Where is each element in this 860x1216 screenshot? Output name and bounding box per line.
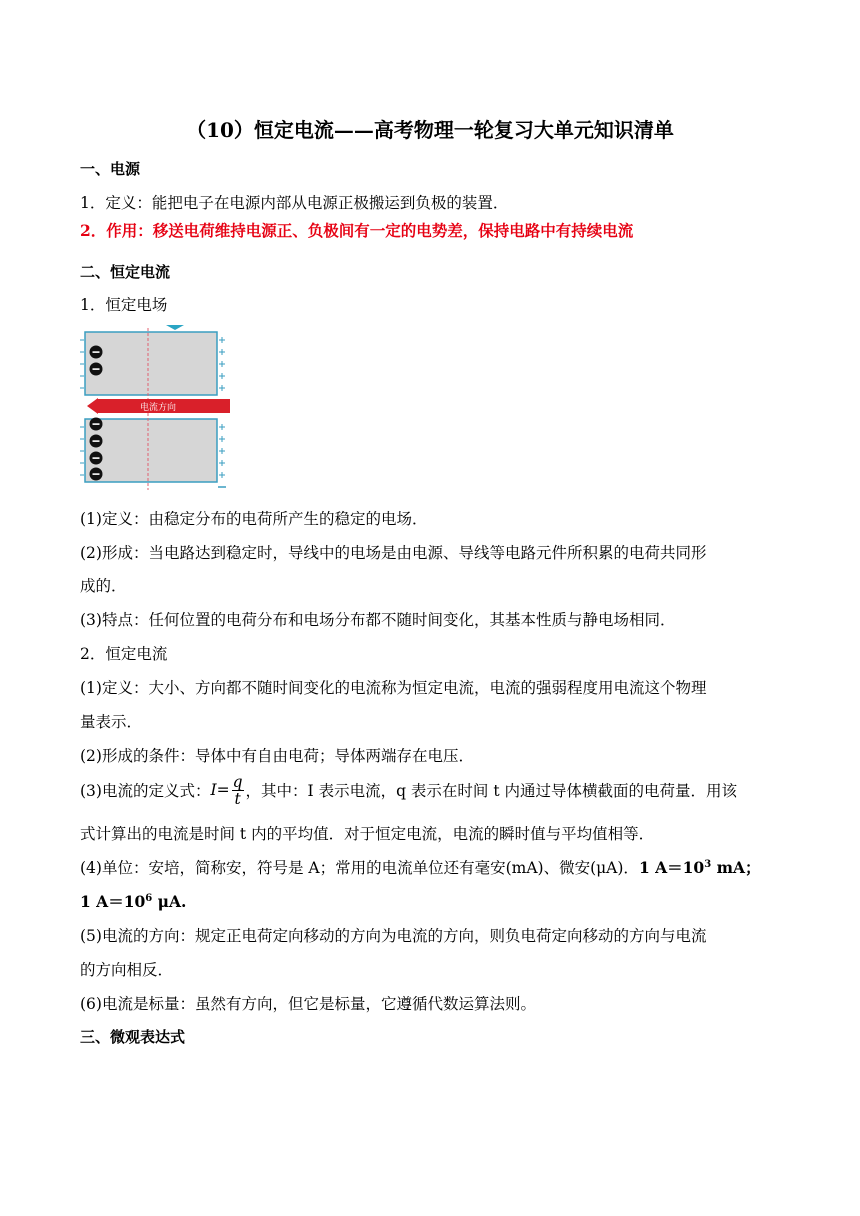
unit-ua-pre: 1 A＝10	[80, 892, 146, 911]
formula-prefix: (3)电流的定义式：	[80, 782, 211, 800]
unit-ua-post: μA.	[152, 892, 187, 911]
current-conditions: (2)形成的条件：导体中有自由电荷；导体两端存在电压．	[80, 747, 474, 765]
unit-ma-pre: 1 A＝10	[638, 858, 705, 877]
section-heading-power-source: 一、电源	[80, 160, 141, 178]
formula-eq: =	[216, 781, 230, 799]
field-formation-line1: (2)形成：当电路达到稳定时，导线中的电场是由电源、导线等电路元件所积累的电荷共同形	[80, 544, 707, 562]
steady-field-diagram	[80, 322, 230, 494]
current-direction-line2: 的方向相反．	[80, 961, 174, 979]
current-units-line1	[80, 856, 761, 878]
formula-lhs: I	[210, 781, 217, 799]
unit-ma-sup: 3	[704, 858, 712, 870]
power-source-definition: 1．定义：能把电子在电源内部从电源正极搬运到负极的装置．	[80, 194, 509, 212]
current-direction-line1: (5)电流的方向：规定正电荷定向移动的方向为电流的方向，则负电荷定向移动的方向与电流	[80, 927, 707, 945]
units-text: (4)单位：安培，简称安，符号是 A；常用的电流单位还有毫安(mA)、微安(μA)．	[80, 859, 639, 877]
current-units-line2	[80, 890, 186, 912]
steady-field-figure	[80, 322, 230, 494]
field-definition: (1)定义：由稳定分布的电荷所产生的稳定的电场．	[80, 510, 428, 528]
top-marker-icon	[166, 325, 184, 330]
formula-denominator: t	[234, 789, 241, 808]
current-definition-line1: (1)定义：大小、方向都不随时间变化的电流称为恒定电流，电流的强弱程度用电流这个物理	[80, 679, 707, 697]
current-formula-line	[80, 772, 737, 808]
formula-numerator: q	[232, 772, 243, 791]
field-formation-line2: 成的．	[80, 577, 127, 595]
section-heading-microscopic: 三、微观表达式	[80, 1028, 186, 1046]
formula-fraction	[232, 774, 244, 807]
current-definition-line2: 量表示．	[80, 713, 143, 731]
page-title: （10）恒定电流——高考物理一轮复习大单元知识清单	[186, 118, 674, 142]
arrow-label: 电流方向	[139, 403, 177, 413]
power-source-function: 2．作用：移送电荷维持电源正、负极间有一定的电势差，保持电路中有持续电流	[80, 221, 634, 240]
formula-rest: ，其中：I 表示电流，q 表示在时间 t 内通过导体横截面的电荷量．用该	[245, 782, 738, 800]
current-scalar: (6)电流是标量：虽然有方向，但它是标量，它遵循代数运算法则。	[80, 995, 536, 1013]
current-formula-line2: 式计算出的电流是时间 t 内的平均值．对于恒定电流，电流的瞬时值与平均值相等．	[80, 825, 655, 843]
left-minus-marks	[80, 340, 84, 475]
lower-conductor-block	[85, 419, 217, 482]
upper-conductor-block	[85, 332, 217, 395]
subheading-steady-field: 1．恒定电场	[80, 296, 168, 314]
unit-ua-sup: 6	[145, 892, 153, 904]
subheading-steady-current: 2．恒定电流	[80, 645, 168, 663]
field-features: (3)特点：任何位置的电荷分布和电场分布都不随时间变化，其基本性质与静电场相同．	[80, 611, 676, 629]
unit-ma-post: mA；	[711, 858, 761, 877]
section-heading-steady-current: 二、恒定电流	[80, 263, 171, 281]
